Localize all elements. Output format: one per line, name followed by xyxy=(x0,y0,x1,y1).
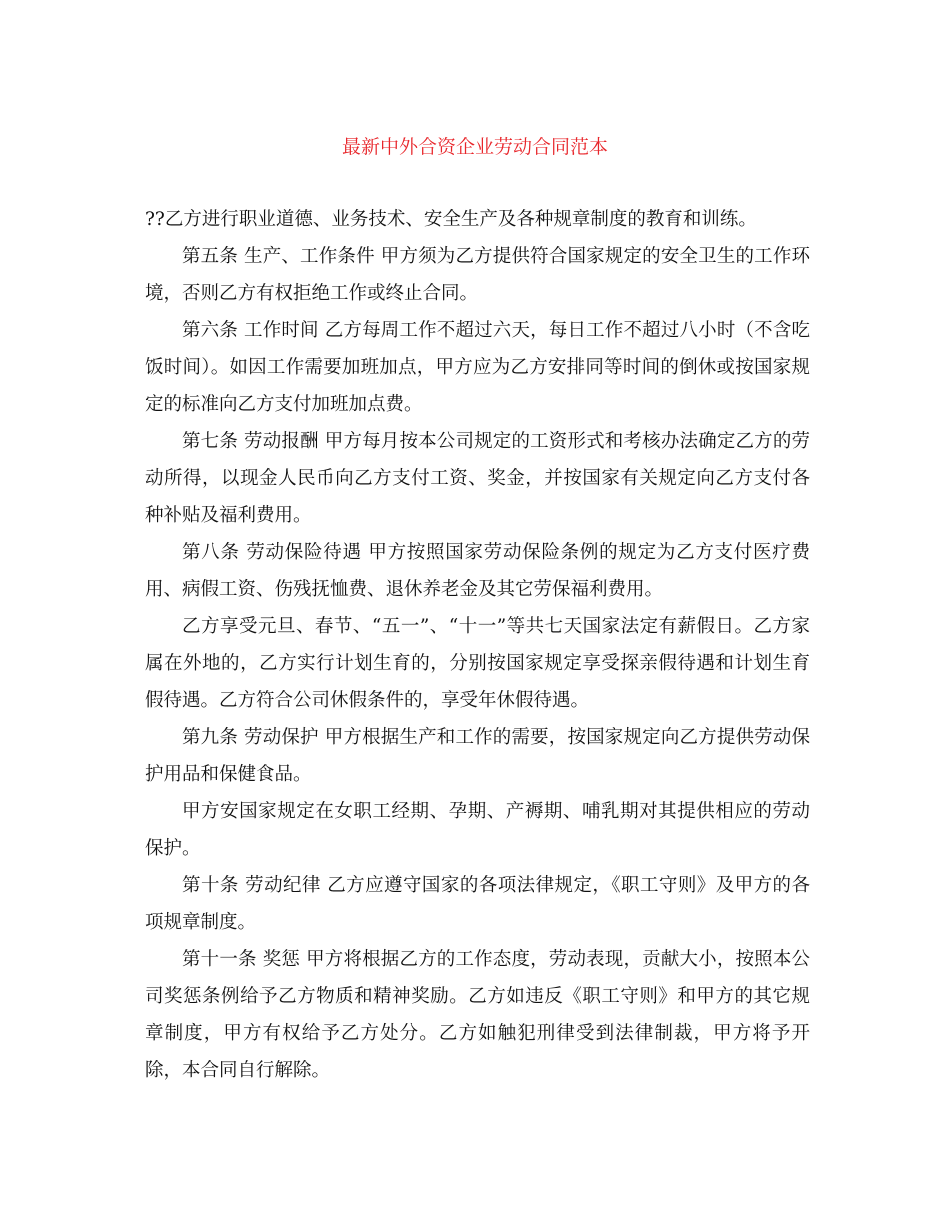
paragraph: 第八条 劳动保险待遇 甲方按照国家劳动保险条例的规定为乙方支付医疗费用、病假工资、伤残抚恤费、退休养老金及其它劳保福利费用。 xyxy=(145,542,810,600)
paragraph: 第九条 劳动保护 甲方根据生产和工作的需要，按国家规定向乙方提供劳动保护用品和保健食品。 xyxy=(145,727,810,785)
paragraph: 乙方享受元旦、春节、“五一”、“十一”等共七天国家法定有薪假日。乙方家属在外地的，乙方实行计划生育的，分别按国家规定享受探亲假待遇和计划生育假待遇。乙方符合公司休假条件的，享受年休假待遇。 xyxy=(145,616,810,711)
paragraph: 甲方安国家规定在女职工经期、孕期、产褥期、哺乳期对其提供相应的劳动保护。 xyxy=(145,801,810,859)
paragraph: ??乙方进行职业道德、业务技术、安全生产及各种规章制度的教育和训练。 xyxy=(145,209,757,230)
document-title: 最新中外合资企业劳动合同范本 xyxy=(341,136,608,158)
paragraph: 第五条 生产、工作条件 甲方须为乙方提供符合国家规定的安全卫生的工作环境，否则乙方有权拒绝工作或终止合同。 xyxy=(145,246,810,304)
document-body xyxy=(145,201,810,1089)
paragraph: 第七条 劳动报酬 甲方每月按本公司规定的工资形式和考核办法确定乙方的劳动所得，以现金人民币向乙方支付工资、奖金，并按国家有关规定向乙方支付各种补贴及福利费用。 xyxy=(145,431,810,526)
paragraph: 第十一条 奖惩 甲方将根据乙方的工作态度，劳动表现，贡献大小，按照本公司奖惩条例给予乙方物质和精神奖励。乙方如违反《职工守则》和甲方的其它规章制度，甲方有权给予乙方处分。乙方如触犯刑律受到法律制裁，甲方将予开除，本合同自行解除。 xyxy=(145,949,810,1081)
paragraph: 第六条 工作时间 乙方每周工作不超过六天，每日工作不超过八小时（不含吃饭时间）。如因工作需要加班加点，甲方应为乙方安排同等时间的倒休或按国家规定的标准向乙方支付加班加点费。 xyxy=(145,320,810,415)
paragraph: 第十条 劳动纪律 乙方应遵守国家的各项法律规定，《职工守则》及甲方的各项规章制度。 xyxy=(145,875,810,933)
